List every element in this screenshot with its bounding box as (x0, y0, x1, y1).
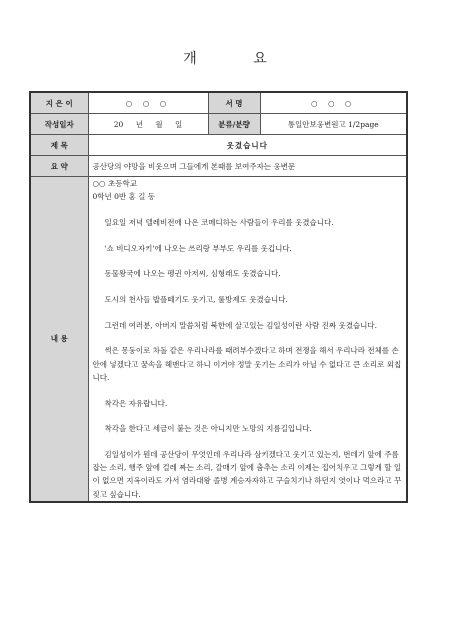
page-title: 개 요 (183, 51, 293, 67)
paragraph: 그런데 여러분, 아버지 말씀처럼 북한에 살고있는 김일성이란 사람 진짜 웃겼습니다. (104, 320, 378, 330)
subject-row (30, 135, 407, 156)
author-label: 지 은 이 (30, 92, 88, 114)
paragraph: 일요일 저녁 텔레비전에 나온 코메디하는 사람들이 우리를 웃겼습니다. (104, 217, 334, 227)
school-name: ○○ 초등학교 (92, 179, 137, 188)
category-value: 통일안보웅변원고 1/2page (260, 114, 407, 135)
date-row (30, 114, 407, 135)
paragraph: '쇼 비디오자키'에 나오는 쓰리랑 부부도 우리를 웃깁니다. (104, 243, 292, 253)
summary-value: 공산당의 야망을 비웃으며 그들에게 본때를 보여주자는 웅변문 (88, 156, 407, 177)
subject-label: 제 목 (30, 135, 88, 156)
signature-label: 서 명 (208, 92, 260, 114)
signature-value: ○ ○ ○ (260, 92, 407, 114)
paragraph: 착각을 한다고 세금이 붙는 것은 아니지만 노망의 지름길입니다. (104, 424, 312, 434)
paragraph: 착각은 자유랍니다. (104, 398, 168, 408)
paragraph: 썩은 몽둥이로 차돌 같은 우리나라를 때려부수겠다고 하며 전쟁을 해서 우리나라 전체를 손안에 넣겠다고 꿈속을 헤맨다고 하니 이거야 정말 웃기는 소리가 아닐 수 없다고 큰 소리로 외칩니다. (92, 346, 402, 382)
content-row (30, 177, 407, 502)
paragraph: 김일성이가 뭔데 공산당이 무엇인데 우리나라 삼키겠다고 웃기고 있는지, 번데기 앞에 주름잡는 소리, 행주 앞에 걸레 짜는 소리, 갈매기 앞에 춤추는 소리 이제는 집어치우고 그렇게 할 일이 없으면 지옥이라도 가서 염라대왕 졸병 계승자자하고 구슬치기나 하던지 엿이나 먹으라고 꾸짖고 싶습니다. (92, 449, 402, 499)
paragraph: 동물왕국에 나오는 펭귄 아저씨, 심형래도 웃겼습니다. (104, 269, 281, 279)
overview-form (29, 91, 408, 503)
content-label: 내 용 (30, 177, 88, 502)
date-label: 작성일자 (30, 114, 88, 135)
subject-value: 웃겼습니다 (88, 135, 407, 156)
category-label: 분류/분량 (208, 114, 260, 135)
summary-row (30, 156, 407, 177)
author-row (30, 92, 407, 114)
content-body (88, 177, 407, 502)
summary-label: 요 약 (30, 156, 88, 177)
author-value: ○ ○ ○ (88, 92, 208, 114)
paragraph: 도시의 천사들 밥플떼기도 웃기고, 룰방제도 웃겼습니다. (104, 295, 288, 305)
date-value: 20 년 월 일 (88, 114, 208, 135)
student-name: 0학년 0반 홍 길 동 (92, 192, 156, 202)
